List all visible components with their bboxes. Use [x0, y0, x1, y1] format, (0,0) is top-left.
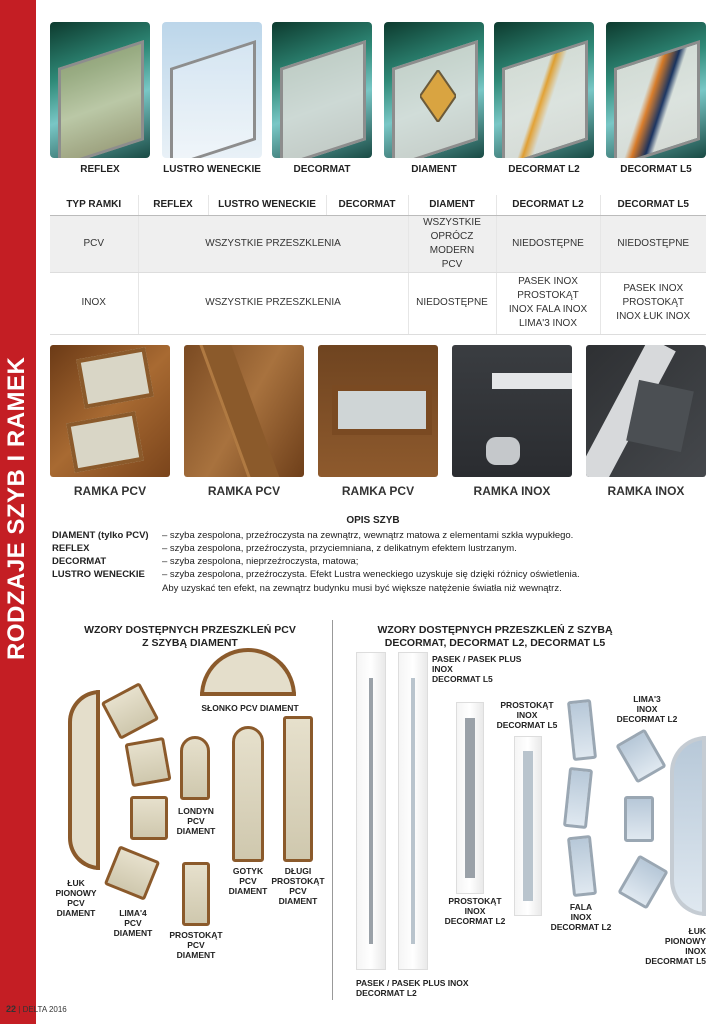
label-line: PROSTOKĄT: [500, 700, 554, 710]
footer-separator: |: [18, 1005, 21, 1014]
table-header: DECORMAT: [326, 195, 408, 215]
glass-label: REFLEX: [80, 164, 120, 175]
label-line: DŁUGI: [284, 866, 312, 876]
prostokat-l2-label: [444, 896, 506, 926]
frame-pcv-photo-3: [318, 345, 438, 477]
glass-label: DECORMAT L2: [508, 164, 580, 175]
table-header-row: [50, 195, 706, 215]
prostokat-pane: [182, 862, 210, 926]
glass-decormat-l2-image: [494, 22, 594, 158]
table-row: [50, 215, 706, 272]
glass-decormat-l5-image: [606, 22, 706, 158]
slonko-label: SŁONKO PCV DIAMENT: [201, 703, 299, 713]
dlugi-pane: [283, 716, 313, 862]
label-line: LONDYN: [178, 806, 214, 816]
glass-label: DECORMAT: [293, 164, 351, 175]
lima3-pane: [624, 796, 654, 842]
opis-term: LUSTRO WENECKIE: [52, 569, 145, 580]
table-header: DIAMENT: [408, 195, 496, 215]
table-header: TYP RAMKI: [50, 195, 138, 215]
right-section-title: [345, 624, 645, 650]
left-title-line: WZORY DOSTĘPNYCH PRZESZKLEŃ PCV: [84, 624, 296, 636]
label-line: INOX: [464, 906, 486, 916]
table-cell: NIEDOSTĘPNE: [408, 272, 496, 334]
fala-pane: [567, 699, 597, 761]
opis-term: REFLEX: [52, 543, 90, 554]
label-line: DECORMAT L2: [616, 714, 678, 724]
right-title-line: DECORMAT, DECORMAT L2, DECORMAT L5: [384, 637, 606, 649]
label-line: INOX: [570, 912, 592, 922]
label-line: PIONOWY: [664, 936, 706, 946]
lima4-label: [108, 908, 158, 938]
sidebar-band: [0, 0, 36, 1024]
table-row: [50, 272, 706, 334]
pasek-l2-label: [356, 978, 506, 998]
table-cell: WSZYSTKIE PRZESZKLENIA: [138, 272, 408, 334]
label-line: LIMA'3: [633, 694, 661, 704]
prostokat-l2-strip: [456, 702, 484, 894]
opis-desc: – szyba zespolona, przeźroczysta. Efekt Lustra weneckiego uzyskuje się dzięki różnicy oświetlenia.: [162, 569, 580, 580]
label-line: PCV: [187, 940, 205, 950]
right-title-line: WZORY DOSTĘPNYCH PRZESZKLEŃ Z SZYBĄ: [377, 624, 613, 636]
glass-types-row: [50, 22, 712, 182]
glass-diament-image: [384, 22, 484, 158]
label-line: PIONOWY: [55, 888, 97, 898]
fala-pane: [563, 767, 593, 829]
opis-item: [52, 543, 517, 554]
glass-label: LUSTRO WENECKIE: [163, 164, 261, 175]
label-line: DIAMENT: [113, 928, 153, 938]
table-cell: PASEK INOX PROSTOKĄT INOX FALA INOX LIMA'3 INOX: [496, 272, 600, 334]
lima-pane: [130, 796, 168, 840]
fala-label: [548, 902, 614, 932]
glass-decormat-image: [272, 22, 372, 158]
opis-term: DIAMENT (tylko PCV): [52, 530, 149, 541]
label-line: INOX: [432, 664, 453, 674]
left-section-title: [50, 624, 330, 650]
footer: [6, 1004, 67, 1014]
pasek-l5-strip: [398, 652, 428, 970]
label-line: DIAMENT: [278, 896, 318, 906]
table-header: LUSTRO WENECKIE: [208, 195, 326, 215]
label-line: DECORMAT L2: [550, 922, 612, 932]
gotyk-label: [222, 866, 274, 896]
frame-label: RAMKA PCV: [207, 484, 281, 498]
luk-pane: [68, 690, 100, 870]
label-line: DECORMAT L5: [432, 674, 493, 684]
opis-item: [52, 556, 358, 567]
frame-label: RAMKA INOX: [607, 484, 685, 498]
label-line: PROSTOKĄT: [448, 896, 502, 906]
frame-inox-photo-1: [452, 345, 572, 477]
glass-reflex-image: [50, 22, 150, 158]
prostokat-l5-strip: [514, 736, 542, 916]
label-line: PCV: [289, 886, 307, 896]
label-line: PASEK / PASEK PLUS INOX: [356, 978, 469, 988]
label-line: LIMA'4: [119, 908, 147, 918]
frame-label: RAMKA INOX: [473, 484, 551, 498]
label-line: DIAMENT: [56, 908, 96, 918]
table-header: DECORMAT L5: [600, 195, 706, 215]
frame-label: RAMKA PCV: [341, 484, 415, 498]
label-line: INOX: [636, 704, 658, 714]
londyn-label: [168, 806, 224, 836]
footer-edition: DELTA 2016: [22, 1005, 67, 1014]
prostokat-l5-label: [492, 700, 562, 730]
opis-desc: – szyba zespolona, przeźroczysta na zewnątrz, wewnątrz matowa z elementami szkła wypukłego.: [162, 530, 574, 541]
gotyk-pane: [232, 726, 264, 862]
londyn-pane: [180, 736, 210, 800]
label-line: INOX: [516, 710, 538, 720]
label-line: INOX: [685, 946, 706, 956]
opis-desc: – szyba zespolona, nieprzeźroczysta, matowa;: [162, 556, 359, 567]
label-line: PCV: [239, 876, 257, 886]
table-cell: NIEDOSTĘPNE: [496, 215, 600, 272]
section-divider: [332, 620, 333, 1000]
opis-item: [52, 569, 580, 580]
table-cell: PASEK INOX PROSTOKĄT INOX ŁUK INOX: [600, 272, 706, 334]
luk-inox-pane: [670, 736, 706, 916]
lima3-label: [612, 694, 682, 724]
dlugi-label: [268, 866, 328, 906]
frame-inox-photo-2: [586, 345, 706, 477]
label-line: FALA: [569, 902, 593, 912]
luk-label: [50, 878, 102, 918]
diamond-ornament-icon: [420, 70, 456, 122]
opis-title: OPIS SZYB: [346, 515, 400, 526]
lima-pane: [124, 737, 171, 787]
luk-inox-label: [640, 926, 706, 966]
label-line: PCV: [187, 816, 205, 826]
label-line: ŁUK: [688, 926, 706, 936]
table-cell: INOX: [50, 272, 138, 334]
table-cell: WSZYSTKIE PRZESZKLENIA: [138, 215, 408, 272]
lima3-pane: [615, 728, 666, 783]
left-title-line: Z SZYBĄ DIAMENT: [142, 637, 238, 649]
label-line: DECORMAT L5: [496, 720, 558, 730]
label-line: DIAMENT: [228, 886, 268, 896]
label-line: PROSTOKĄT: [271, 876, 325, 886]
frame-pcv-photo-2: [184, 345, 304, 477]
table-cell: NIEDOSTĘPNE: [600, 215, 706, 272]
table-cell: PCV: [50, 215, 138, 272]
frame-pcv-photo-1: [50, 345, 170, 477]
label-line: PCV: [67, 898, 85, 908]
table-header: REFLEX: [138, 195, 208, 215]
label-line: PROSTOKĄT: [169, 930, 223, 940]
lima3-pane: [617, 854, 668, 909]
page-number: 22: [6, 1004, 17, 1014]
table-cell: WSZYSTKIE OPRÓCZ MODERN PCV: [408, 215, 496, 272]
pasek-l2-strip: [356, 652, 386, 970]
sidebar-title: RODZAJE SZYB I RAMEK: [3, 356, 30, 660]
label-line: GOTYK: [232, 866, 264, 876]
pasek-l5-label: [432, 654, 542, 684]
label-line: ŁUK: [67, 878, 85, 888]
table-header: DECORMAT L2: [496, 195, 600, 215]
lima-pane: [101, 682, 160, 740]
glass-label: DIAMENT: [411, 164, 457, 175]
glass-label: DECORMAT L5: [620, 164, 692, 175]
label-line: DIAMENT: [176, 826, 216, 836]
opis-extra: Aby uzyskać ten efekt, na zewnątrz budynku musi być większe natężenie światła niż wewnątrz.: [162, 583, 562, 594]
label-line: DECORMAT L5: [645, 956, 706, 966]
opis-item: [52, 530, 573, 541]
frame-label: RAMKA PCV: [73, 484, 147, 498]
fala-pane: [567, 835, 597, 897]
opis-term: DECORMAT: [52, 556, 107, 567]
slonko-pane: [200, 648, 296, 696]
compatibility-table: [50, 195, 706, 335]
label-line: PCV: [124, 918, 142, 928]
label-line: DECORMAT L2: [356, 988, 417, 998]
prostokat-label: [166, 930, 226, 960]
lima-pane: [104, 845, 161, 900]
opis-desc: – szyba zespolona, przeźroczysta, przyciemniana, z delikatnym efektem lustrzanym.: [162, 543, 517, 554]
label-line: DIAMENT: [176, 950, 216, 960]
glass-lustro-image: [162, 22, 262, 158]
label-line: DECORMAT L2: [444, 916, 506, 926]
label-line: PASEK / PASEK PLUS: [432, 654, 522, 664]
